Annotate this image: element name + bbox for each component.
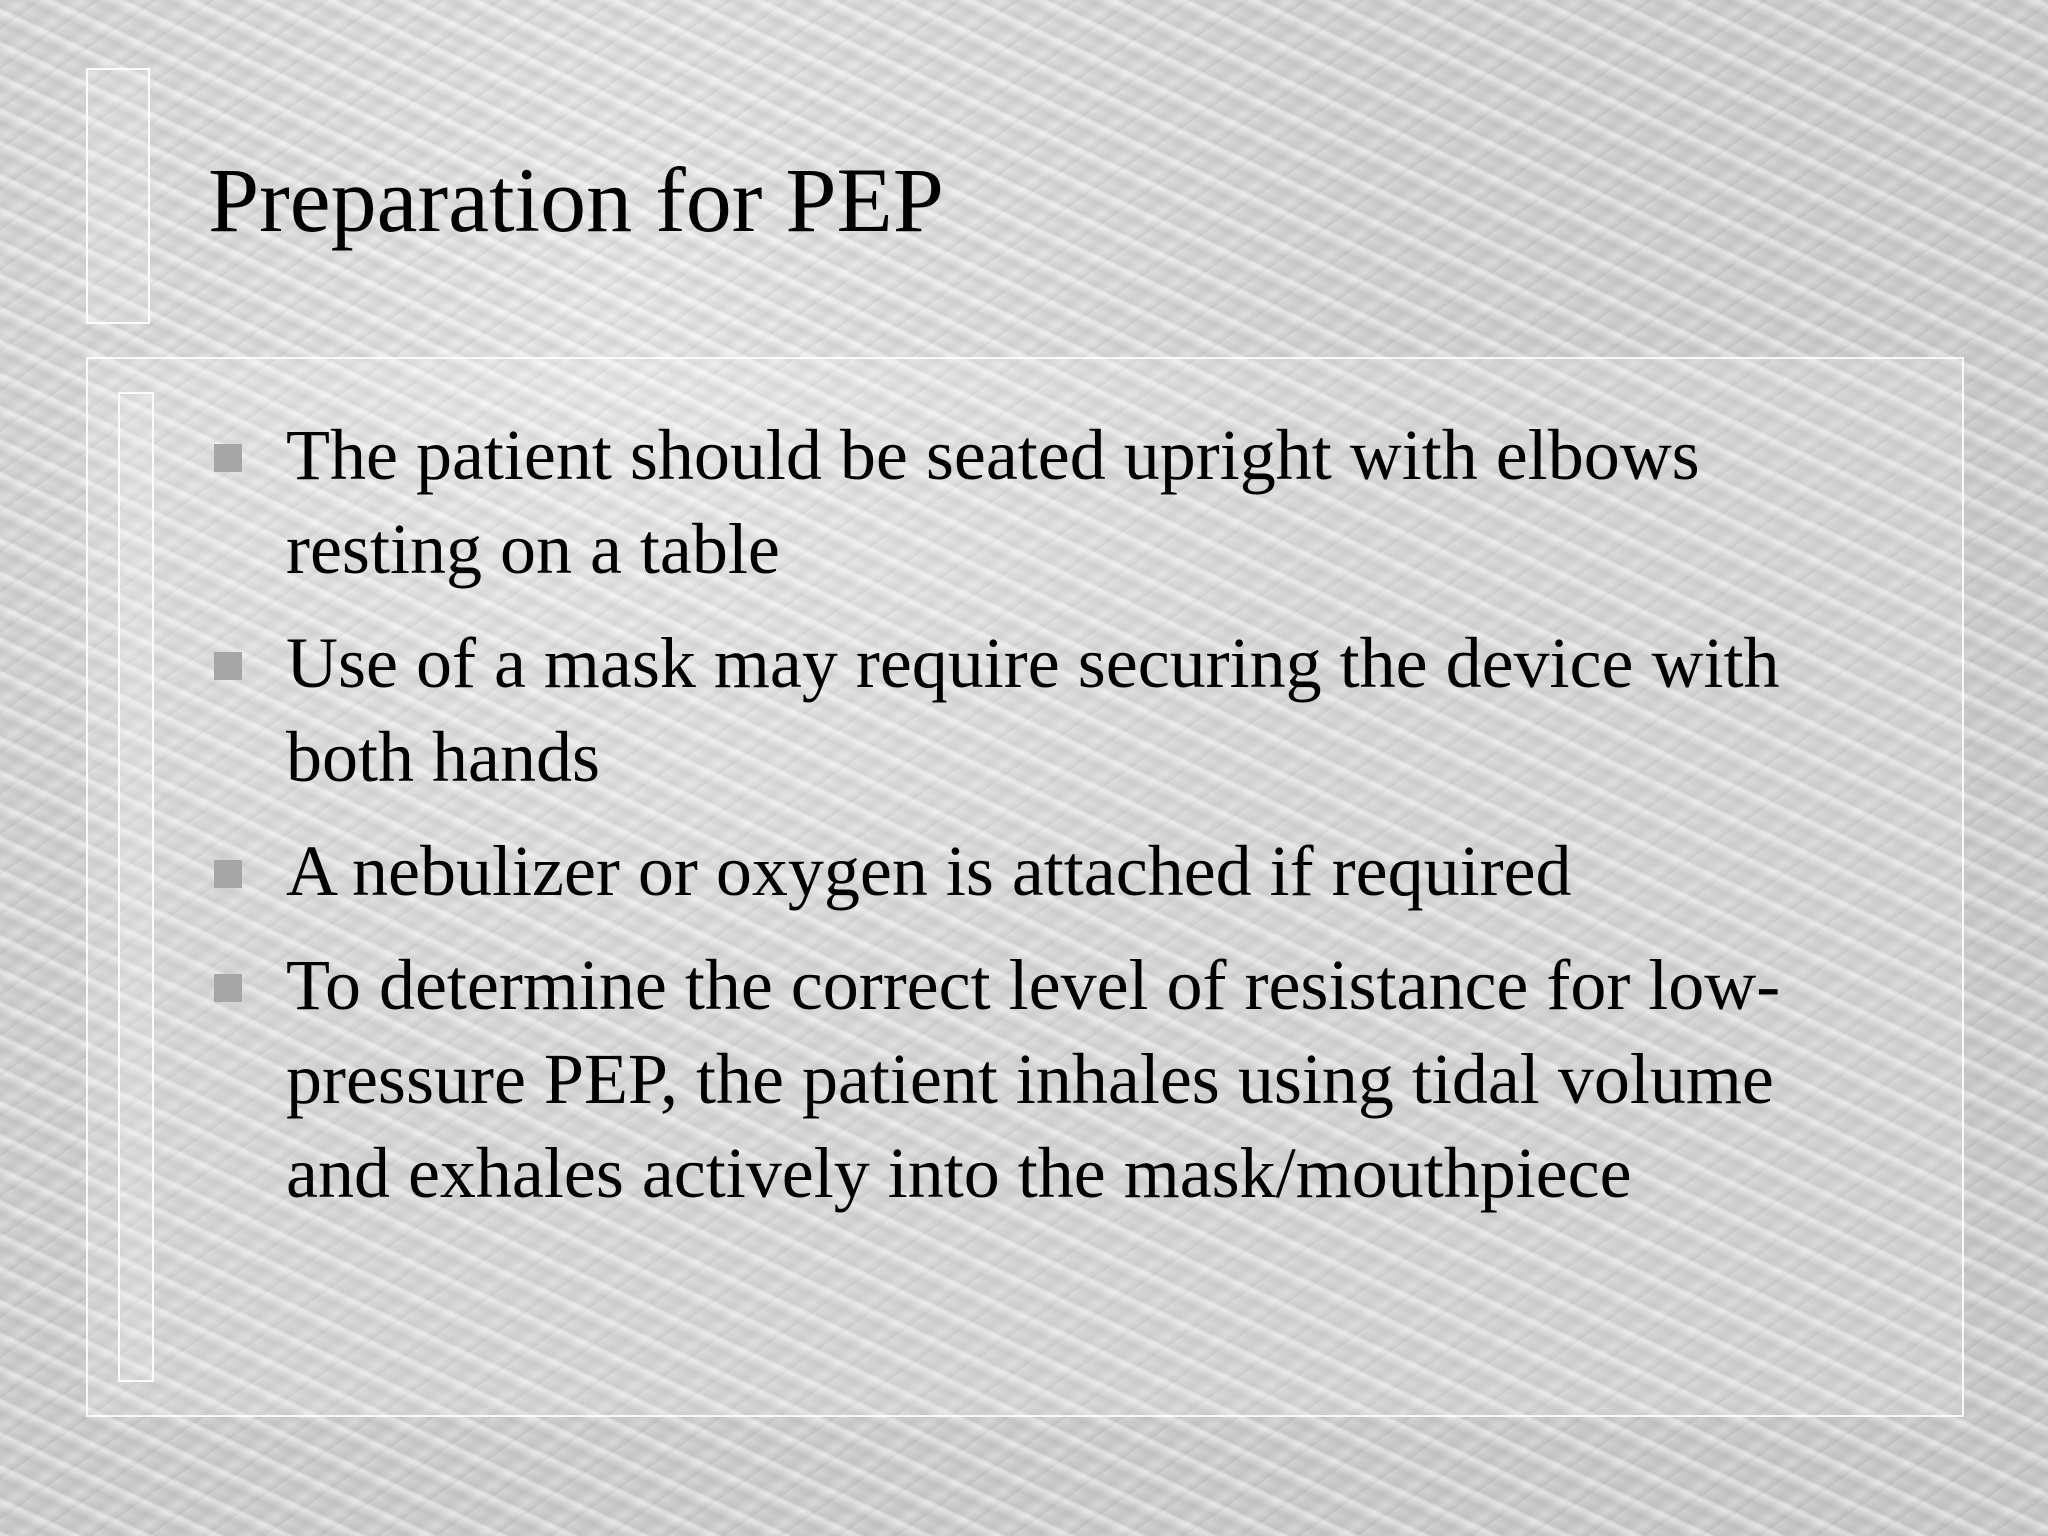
content-accent-bar	[118, 392, 154, 1382]
bullet-item	[210, 408, 1870, 596]
square-bullet-icon	[214, 860, 242, 888]
title-accent-bar	[86, 68, 150, 324]
slide-title: Preparation for PEP	[208, 149, 944, 251]
bullet-item	[210, 616, 1870, 804]
bullet-text: Use of a mask may require securing the device with both hands	[286, 623, 1780, 797]
square-bullet-icon	[214, 974, 242, 1002]
bullet-list	[210, 408, 1870, 1240]
bullet-text: A nebulizer or oxygen is attached if required	[286, 831, 1572, 911]
bullet-text: To determine the correct level of resistance for low-pressure PEP, the patient inhales using tidal volume and exhales actively into the mask/mouthpiece	[286, 945, 1781, 1213]
square-bullet-icon	[214, 444, 242, 472]
bullet-item	[210, 824, 1870, 918]
bullet-item	[210, 938, 1870, 1220]
bullet-text: The patient should be seated upright with elbows resting on a table	[286, 415, 1700, 589]
square-bullet-icon	[214, 652, 242, 680]
